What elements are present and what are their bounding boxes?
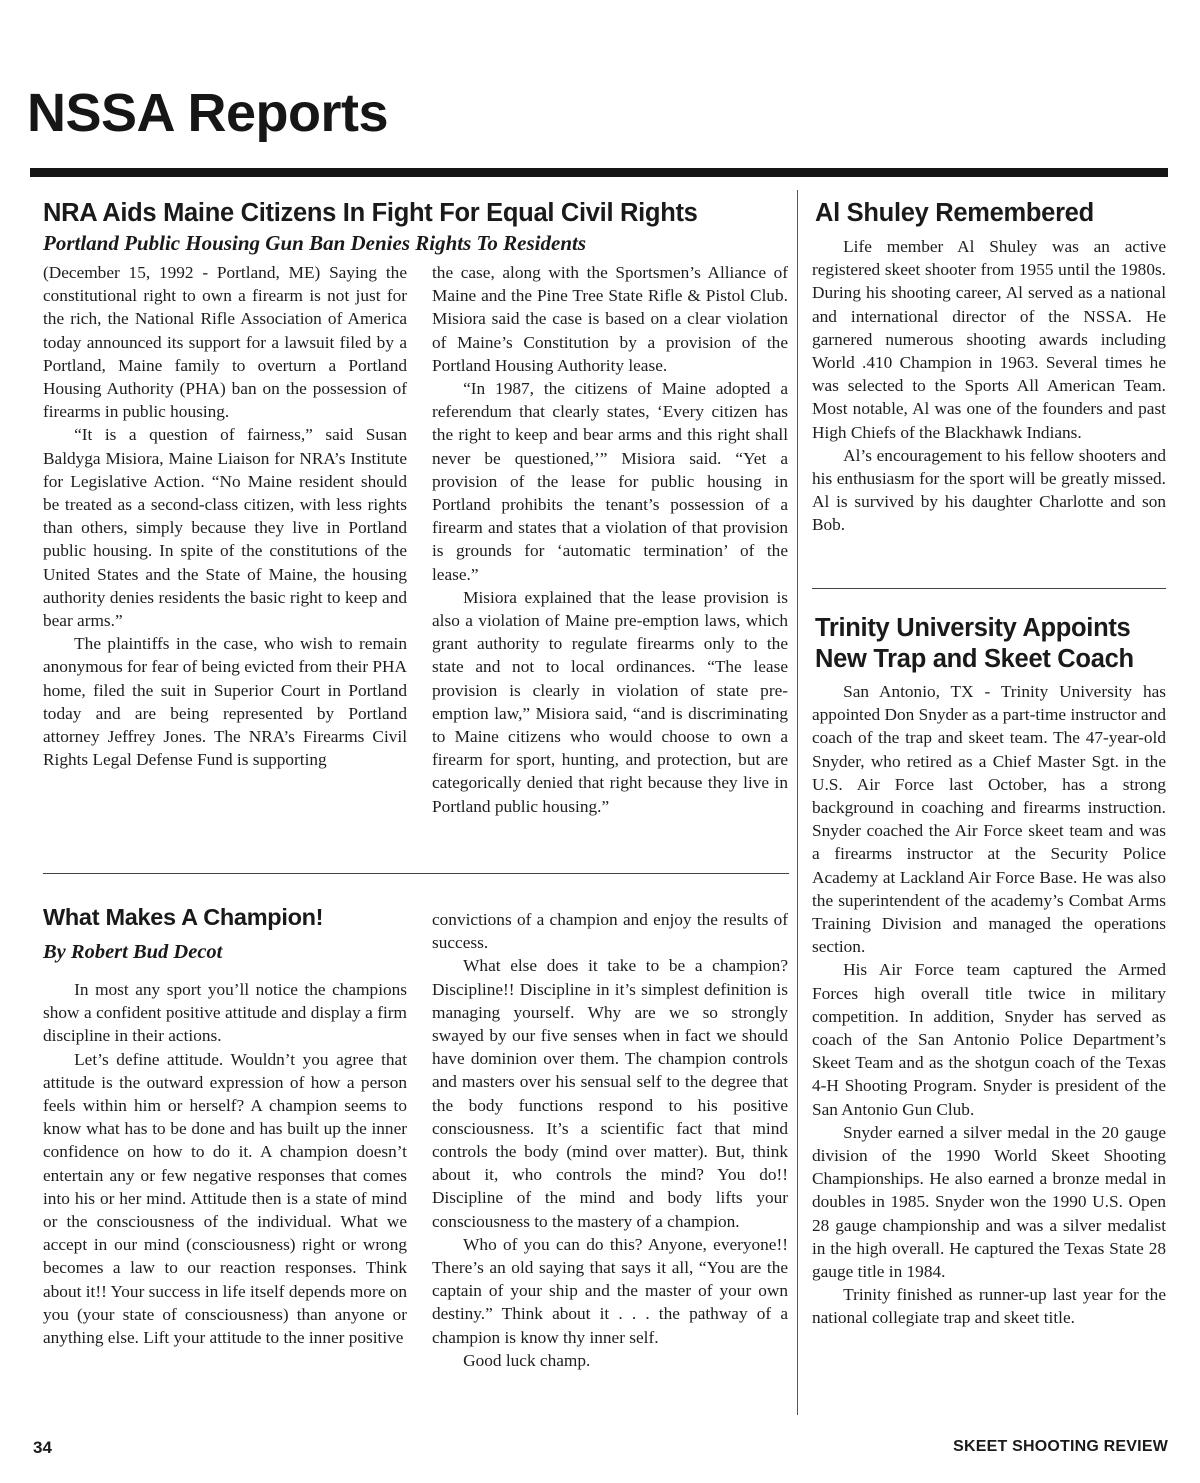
nra-col1-paragraph-1: (December 15, 1992 - Portland, ME) Saying the constitutional right to own a firearm is not just for the rich, the National Rifle Association of America today announced its support for a lawsuit filed by a Portland, Maine family to overturn a Portland Housing Authority (PHA) ban on the possession of firearms in public housing. — [43, 263, 407, 422]
nra-article-subtitle: Portland Public Housing Gun Ban Denies Rights To Residents — [43, 231, 587, 255]
nra-col2-paragraph-3: Misiora explained that the lease provision is also a violation of Maine pre-emption laws, which grant authority to regulate firearms only to the state and not to local ordinances. “The lease provision is clearly in violation of state pre-emption law,” Misiora said, “and is discriminating to Maine citizens who would choose to own a firearm for sport, hunting, and protection, but are categorically denied that right because they live in Portland public housing.” — [432, 587, 788, 816]
nra-article-column-2 — [432, 261, 788, 818]
champion-article-column-2 — [432, 908, 788, 1372]
trinity-title-line-1: Trinity University Appoints — [815, 614, 1131, 642]
trinity-paragraph-2: His Air Force team captured the Armed Forces high overall title twice in military competition. In addition, Snyder has served as coach of the San Antonio Police Department’s Skeet Team and as the shotgun coach of the Texas 4-H Shooting Program. Snyder is president of the San Antonio Gun Club. — [812, 960, 1166, 1119]
trinity-article-title — [815, 613, 1134, 674]
shuley-article-body — [812, 235, 1166, 537]
champion-col1-paragraph-2: Let’s define attitude. Wouldn’t you agree that attitude is the outward expression of how a person feels within him or herself? A champion seems to know what has to be done and has built up the inner confidence on how to do it. A champion doesn’t entertain any or few negative responses that comes into his or her mind. Attitude then is a state of mind or the consciousness of the individual. What we accept in our mind (consciousness) right or wrong becomes a law to our reaction responses. Think about it!! Your success in life itself depends more on you (your state of consciousness) than anyone or anything else. Lift your attitude to the inner positive — [43, 1049, 407, 1348]
page-title: NSSA Reports — [27, 83, 389, 143]
nra-col2-paragraph-1: the case, along with the Sportsmen’s Alliance of Maine and the Pine Tree State Rifle & Pistol Club. Misiora said the case is based on a clear violation of Maine’s Constitution by a provision of the Portland Housing Authority lease. — [432, 263, 788, 375]
champion-byline: By Robert Bud Decot — [43, 941, 223, 963]
nra-col2-paragraph-2: “In 1987, the citizens of Maine adopted a referendum that clearly states, ‘Every citizen has the right to keep and bear arms and this right shall never be questioned,’” Misiora said. “Yet a provision of the lease for public housing in Portland prohibits the tenant’s possession of a firearm and states that a violation of that provision is grounds for ‘automatic termination’ of the lease.” — [432, 379, 788, 584]
shuley-paragraph-2: Al’s encouragement to his fellow shooters and his enthusiasm for the sport will be greatly missed. Al is survived by his daughter Charlotte and son Bob. — [812, 445, 1166, 535]
champion-col2-paragraph-3: Who of you can do this? Anyone, everyone!! There’s an old saying that says it all, “You are the captain of your ship and the master of your own destiny.” Think about it . . . the pathway of a champion is know thy inner self. — [432, 1234, 788, 1347]
trinity-title-line-2: New Trap and Skeet Coach — [815, 644, 1134, 673]
champion-article-title: What Makes A Champion! — [43, 904, 324, 930]
header-rule — [30, 168, 1168, 177]
shuley-paragraph-1: Life member Al Shuley was an active registered skeet shooter from 1955 until the 1980s. During his shooting career, Al served as a national and international director of the NSSA. He garnered numerous shooting awards including World .410 Champion in 1963. Several times he was selected to the Sports All American Team. Most notable, Al was one of the founders and past High Chiefs of the Blackhawk Indians. — [812, 237, 1166, 442]
trinity-paragraph-3: Snyder earned a silver medal in the 20 gauge division of the 1990 World Skeet Shooting Championships. He also earned a bronze medal in doubles in 1985. Snyder won the 1990 U.S. Open 28 gauge championship and was a silver medalist in the high overall. He captured the Texas State 28 gauge title in 1984. — [812, 1122, 1166, 1282]
champion-col2-paragraph-1: convictions of a champion and enjoy the results of success. — [432, 910, 788, 953]
champion-col1-paragraph-1: In most any sport you’ll notice the champions show a confident positive attitude and display a firm discipline in their actions. — [43, 980, 407, 1046]
champion-col2-paragraph-2: What else does it take to be a champion? Discipline!! Discipline in it’s simplest definition is managing yourself. Why are we so strongly swayed by our five senses when in fact we should have dominion over them. The champion controls and masters over his sensual self to the degree that the body functions respond to his positive consciousness. It’s a scientific fact that mind controls the body (mind over matter). But, think about it, who controls the mind? You do!! Discipline of the mind and body lifts your consciousness to the mastery of a champion. — [432, 956, 788, 1231]
trinity-article-body — [812, 680, 1166, 1330]
nra-article-column-1 — [43, 261, 407, 771]
nra-col1-paragraph-3: The plaintiffs in the case, who wish to remain anonymous for fear of being evicted from their PHA home, filed the suit in Superior Court in Portland today and are being represented by Portland attorney Jeffrey Jones. The NRA’s Firearms Civil Rights Legal Defense Fund is supporting — [43, 634, 407, 770]
trinity-paragraph-1: San Antonio, TX - Trinity University has appointed Don Snyder as a part-time instructor and coach of the trap and skeet team. The 47-year-old Snyder, who retired as a Chief Master Sgt. in the U.S. Air Force last October, has a strong background in coaching and firearms instruction. Snyder coached the Air Force skeet team and was a firearms instructor at the Security Police Academy at Lackland Air Force Base. He was also the superintendent of the academy’s Combat Arms Training Division and managed the operations section. — [812, 682, 1166, 957]
page-number: 34 — [33, 1438, 52, 1457]
publication-name: SKEET SHOOTING REVIEW — [953, 1438, 1168, 1455]
column-divider — [797, 190, 798, 1415]
champion-article-column-1 — [43, 978, 407, 1349]
champion-col2-paragraph-4: Good luck champ. — [463, 1350, 591, 1370]
section-rule-right — [812, 588, 1166, 589]
nra-col1-paragraph-2: “It is a question of fairness,” said Susan Baldyga Misiora, Maine Liaison for NRA’s Institute for Legislative Action. “No Maine resident should be treated as a second-class citizen, with less rights than others, simply because they live in Portland public housing. In spite of the constitutions of the United States and the State of Maine, the housing authority denies residents the basic right to keep and bear arms.” — [43, 425, 407, 631]
trinity-paragraph-4: Trinity finished as runner-up last year for the national collegiate trap and skeet title. — [812, 1285, 1166, 1328]
shuley-article-title: Al Shuley Remembered — [815, 199, 1094, 227]
section-rule-left — [43, 873, 789, 874]
nra-article-title: NRA Aids Maine Citizens In Fight For Equal Civil Rights — [43, 199, 698, 227]
